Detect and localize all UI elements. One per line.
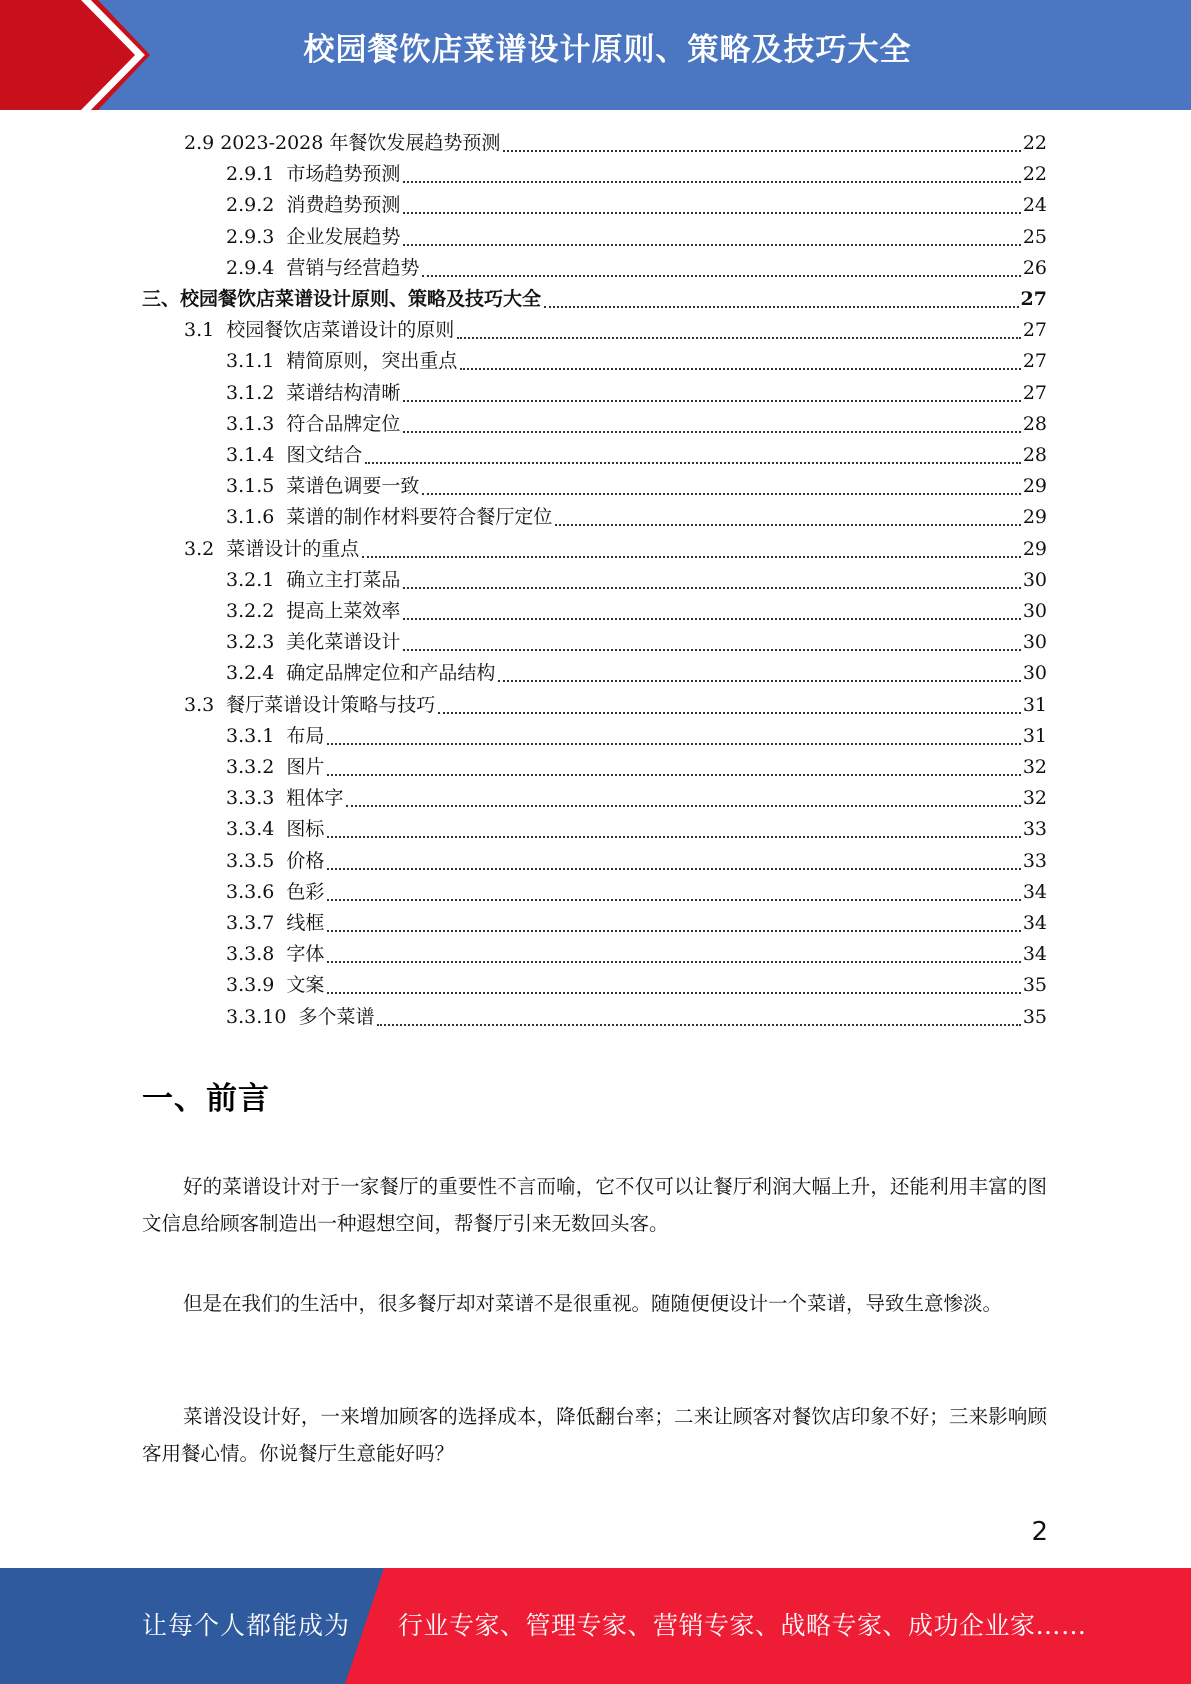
toc-entry-number: 3.3.5 — [226, 849, 275, 872]
toc-entry-title: 符合品牌定位 — [286, 412, 401, 435]
toc-entry[interactable] — [226, 627, 1047, 658]
toc-dot-leader — [544, 306, 1019, 308]
toc-entry[interactable] — [226, 846, 1047, 877]
paragraph-3: 菜谱没设计好，一来增加顾客的选择成本，降低翻台率；二来让顾客对餐饮店印象不好；三来影响顾客用餐心情。你说餐厅生意能好吗？ — [142, 1405, 1047, 1465]
toc-entry-number: 3.2.1 — [226, 568, 275, 591]
toc-entry-page: 29 — [1022, 475, 1047, 498]
toc-entry-page: 34 — [1022, 880, 1047, 903]
toc-dot-leader — [403, 649, 1020, 651]
toc-entry-title: 图片 — [286, 756, 325, 778]
toc-dot-leader — [422, 275, 1020, 277]
toc-dot-leader — [460, 368, 1020, 370]
toc-entry-page: 28 — [1022, 444, 1047, 466]
toc-entry-page: 34 — [1022, 943, 1047, 966]
toc-entry-number: 3.1.2 — [226, 381, 275, 404]
toc-entry[interactable] — [184, 690, 1047, 721]
toc-entry-number: 3.3.6 — [226, 880, 275, 903]
toc-entry-title: 线框 — [286, 912, 325, 934]
toc-entry-number: 3.3.9 — [226, 974, 275, 997]
toc-entry[interactable] — [226, 970, 1047, 1001]
toc-entry-title: 菜谱色调要一致 — [286, 475, 420, 498]
toc-entry-page: 27 — [1020, 288, 1047, 310]
toc-dot-leader — [365, 462, 1020, 464]
toc-entry-number: 3.1.3 — [226, 412, 275, 435]
toc-entry-title: 美化菜谱设计 — [286, 631, 401, 654]
toc-entry-page: 27 — [1022, 381, 1047, 404]
toc-entry-title: 粗体字 — [286, 787, 344, 810]
toc-entry-title: 色彩 — [286, 880, 325, 903]
page-number: 2 — [1031, 1517, 1048, 1547]
toc-entry-number: 3.1.6 — [226, 506, 275, 529]
toc-entry-page: 30 — [1022, 600, 1047, 622]
toc-dot-leader — [438, 712, 1021, 714]
toc-entry[interactable] — [226, 346, 1047, 377]
toc-entry-number: 3.3.7 — [226, 912, 275, 934]
section-heading: 一、前言 — [142, 1081, 270, 1117]
toc-entry-title: 菜谱结构清晰 — [286, 381, 401, 404]
toc-entry-number: 3.2.4 — [226, 662, 275, 685]
toc-entry-title: 菜谱的制作材料要符合餐厅定位 — [286, 506, 553, 529]
toc-entry[interactable] — [226, 877, 1047, 908]
toc-entry[interactable] — [226, 1002, 1047, 1033]
toc-entry-title: 布局 — [286, 724, 325, 747]
header-banner — [0, 0, 1191, 110]
toc-entry-title: 确立主打菜品 — [286, 568, 401, 591]
toc-entry-title: 图文结合 — [286, 444, 363, 466]
toc-entry[interactable] — [226, 658, 1047, 689]
toc-entry-page: 31 — [1022, 724, 1047, 747]
toc-entry-page: 29 — [1022, 506, 1047, 529]
toc-entry-number: 3.2 — [184, 537, 215, 560]
toc-entry-page: 30 — [1022, 568, 1047, 591]
toc-entry[interactable] — [142, 284, 1047, 315]
toc-dot-leader — [327, 774, 1020, 776]
toc-entry-page: 30 — [1022, 631, 1047, 654]
toc-dot-leader — [403, 431, 1020, 433]
toc-entry[interactable] — [226, 502, 1047, 533]
toc-dot-leader — [403, 212, 1020, 214]
toc-entry-page: 24 — [1022, 194, 1047, 217]
toc-dot-leader — [327, 992, 1020, 994]
toc-entry-page: 33 — [1022, 849, 1047, 872]
toc-dot-leader — [403, 587, 1020, 589]
toc-dot-leader — [346, 805, 1020, 807]
toc-dot-leader — [498, 680, 1020, 682]
toc-entry[interactable] — [184, 128, 1047, 159]
toc-entry-page: 30 — [1022, 662, 1047, 685]
toc-entry-page: 26 — [1022, 256, 1047, 279]
toc-dot-leader — [327, 961, 1020, 963]
header-title: 校园餐饮店菜谱设计原则、策略及技巧大全 — [303, 32, 912, 68]
toc-entry-title: 校园餐饮店菜谱设计原则、策略及技巧大全 — [180, 288, 542, 310]
toc-entry-page: 27 — [1022, 350, 1047, 373]
toc-entry[interactable] — [226, 222, 1047, 253]
toc-entry-title: 确定品牌定位和产品结构 — [286, 662, 496, 685]
toc-entry-page: 29 — [1022, 537, 1047, 560]
toc-entry[interactable] — [226, 596, 1047, 627]
toc-entry[interactable] — [184, 534, 1047, 565]
toc-entry[interactable] — [226, 814, 1047, 845]
toc-entry-page: 31 — [1022, 693, 1047, 716]
toc-entry-page: 35 — [1022, 974, 1047, 997]
toc-dot-leader — [327, 836, 1020, 838]
toc-entry-page: 33 — [1022, 818, 1047, 841]
toc-dot-leader — [555, 524, 1020, 526]
toc-entry-number: 三、 — [142, 288, 181, 310]
toc-entry[interactable] — [226, 409, 1047, 440]
toc-entry-number: 3.1.5 — [226, 475, 275, 498]
toc-entry[interactable] — [226, 159, 1047, 190]
toc-entry-title: 价格 — [286, 849, 325, 872]
toc-entry[interactable] — [226, 939, 1047, 970]
toc-entry-page: 27 — [1022, 319, 1047, 342]
toc-entry-title: 精简原则，突出重点 — [286, 350, 458, 373]
toc-entry-number: 3.3 — [184, 693, 215, 716]
toc-dot-leader — [362, 556, 1021, 558]
toc-entry-number: 3.1.4 — [226, 444, 275, 466]
toc-entry[interactable] — [226, 783, 1047, 814]
toc-entry-page: 32 — [1022, 756, 1047, 778]
toc-entry-number: 2.9.1 — [226, 163, 275, 186]
toc-entry-title: 企业发展趋势 — [286, 225, 401, 248]
toc-entry-number: 2.9.4 — [226, 256, 275, 279]
toc-entry-title: 校园餐饮店菜谱设计的原则 — [226, 319, 455, 342]
toc-entry[interactable] — [226, 253, 1047, 284]
toc-dot-leader — [403, 181, 1020, 183]
paragraph-2: 但是在我们的生活中，很多餐厅却对菜谱不是很重视。随随便便设计一个菜谱，导致生意惨淡。 — [183, 1292, 1003, 1315]
toc-entry-number: 2.9.2 — [226, 194, 275, 217]
toc-entry-number: 3.2.3 — [226, 631, 275, 654]
toc-dot-leader — [403, 618, 1020, 620]
toc-entry-title: 营销与经营趋势 — [286, 256, 420, 279]
toc-entry-page: 28 — [1022, 412, 1047, 435]
toc-entry[interactable] — [226, 440, 1047, 471]
toc-entry-page: 35 — [1022, 1005, 1047, 1028]
toc-entry-number: 3.3.3 — [226, 787, 275, 810]
toc-entry-title: 消费趋势预测 — [286, 194, 401, 217]
footer-slogan-right: 行业专家、管理专家、营销专家、战略专家、成功企业家…… — [398, 1611, 1087, 1640]
toc-entry-title: 多个菜谱 — [298, 1005, 375, 1028]
toc-entry-title: 文案 — [286, 974, 325, 997]
toc-entry-number: 3.2.2 — [226, 600, 275, 622]
toc-dot-leader — [403, 244, 1020, 246]
toc-entry[interactable] — [226, 565, 1047, 596]
toc-entry-number: 3.3.2 — [226, 756, 275, 778]
toc-entry[interactable] — [226, 752, 1047, 783]
toc-entry-number: 2.9 — [184, 132, 215, 154]
toc-entry-number: 3.3.4 — [226, 818, 275, 841]
toc-entry-page: 22 — [1022, 132, 1047, 154]
toc-entry-title: 餐厅菜谱设计策略与技巧 — [226, 693, 436, 716]
paragraph-1: 好的菜谱设计对于一家餐厅的重要性不言而喻，它不仅可以让餐厅利润大幅上升，还能利用丰富的图文信息给顾客制造出一种遐想空间，帮餐厅引来无数回头客。 — [142, 1175, 1047, 1235]
toc-dot-leader — [327, 868, 1020, 870]
toc-entry[interactable] — [226, 471, 1047, 502]
toc-entry[interactable] — [226, 378, 1047, 409]
footer-banner — [0, 1568, 1191, 1684]
toc-entry[interactable] — [226, 190, 1047, 221]
toc-entry-page: 34 — [1022, 912, 1047, 934]
toc-entry-title: 提高上菜效率 — [286, 600, 401, 622]
toc-entry-number: 3.3.1 — [226, 724, 275, 747]
toc-dot-leader — [377, 1024, 1020, 1026]
toc-entry-number: 3.3.8 — [226, 943, 275, 966]
toc-entry-page: 25 — [1022, 225, 1047, 248]
toc-entry-number: 3.3.10 — [226, 1005, 287, 1028]
toc-entry-title: 字体 — [286, 943, 325, 966]
toc-entry-number: 3.1.1 — [226, 350, 275, 373]
toc-entry-page: 22 — [1022, 163, 1047, 186]
toc-dot-leader — [503, 150, 1020, 152]
toc-dot-leader — [422, 493, 1020, 495]
toc-entry[interactable] — [226, 908, 1047, 939]
toc-dot-leader — [457, 337, 1021, 339]
toc-dot-leader — [403, 400, 1020, 402]
toc-dot-leader — [327, 930, 1020, 932]
toc-entry[interactable] — [226, 721, 1047, 752]
toc-entry-title: 市场趋势预测 — [286, 163, 401, 186]
toc-entry-page: 32 — [1022, 787, 1047, 810]
toc-entry-number: 3.1 — [184, 319, 215, 342]
toc-entry[interactable] — [184, 315, 1047, 346]
toc-entry-title: 菜谱设计的重点 — [226, 537, 360, 560]
toc-entry-number: 2.9.3 — [226, 225, 275, 248]
toc-entry-title: 2023-2028 年餐饮发展趋势预测 — [220, 132, 501, 154]
toc-dot-leader — [327, 743, 1020, 745]
toc-entry-title: 图标 — [286, 818, 325, 841]
toc-dot-leader — [327, 899, 1020, 901]
footer-slogan-left: 让每个人都能成为 — [142, 1611, 351, 1640]
